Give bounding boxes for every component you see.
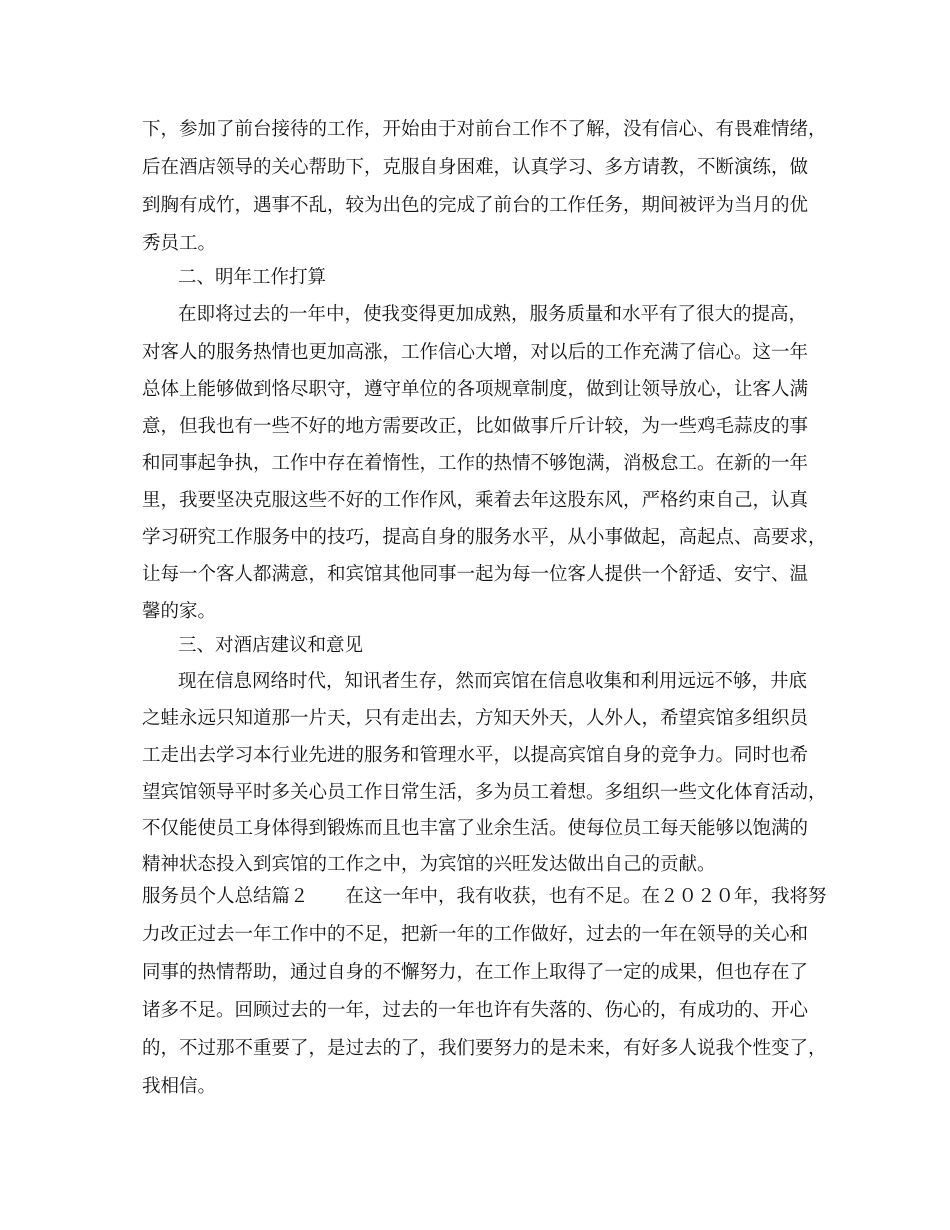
- section-heading: 三、对酒店建议和意见: [178, 635, 364, 656]
- text-line: 现在信息网络时代，知讯者生存，然而宾馆在信息收集和利用远远不够，井底: [178, 671, 808, 692]
- text-line: 之蛙永远只知道那一片天，只有走出去，方知天外天，人外人，希望宾馆多组织员: [142, 708, 809, 729]
- text-line: 总体上能够做到恪尽职守，遵守单位的各项规章制度，做到让领导放心，让客人满: [142, 379, 809, 400]
- text-line: 和同事起争执，工作中存在着惰性，工作的热情不够饱满，消极怠工。在新的一年: [142, 453, 809, 474]
- text-line: 不仅能使员工身体得到锻炼而且也丰富了业余生活。使每位员工每天能够以饱满的: [142, 818, 809, 839]
- text-line: 馨的家。: [142, 601, 217, 622]
- text-line: 诸多不足。回顾过去的一年，过去的一年也许有失落的、伤心的，有成功的、开心: [142, 1000, 809, 1021]
- text-line: 工走出去学习本行业先进的服务和管理水平，以提高宾馆自身的竞争力。同时也希: [142, 745, 809, 766]
- text-line: 力改正过去一年工作中的不足，把新一年的工作做好，过去的一年在领导的关心和: [142, 924, 809, 945]
- text-line: 的，不过那不重要了，是过去的了，我们要努力的是未来，有好多人说我个性变了，: [142, 1038, 827, 1059]
- text-line: 让每一个客人都满意，和宾馆其他同事一起为每一位客人提供一个舒适、安宁、温: [142, 564, 809, 585]
- text-line: 里，我要坚决克服这些不好的工作作风，乘着去年这股东风，严格约束自己，认真: [142, 490, 809, 511]
- text-line: 到胸有成竹，遇事不乱，较为出色的完成了前台的工作任务，期间被评为当月的优: [142, 195, 809, 216]
- text-line: 学习研究工作服务中的技巧，提高自身的服务水平，从小事做起，高起点、高要求，: [142, 527, 827, 548]
- section-heading: 二、明年工作打算: [178, 267, 327, 288]
- text-line: 精神状态投入到宾馆的工作之中，为宾馆的兴旺发达做出自己的贡献。: [142, 854, 716, 875]
- text-line: 在即将过去的一年中，使我变得更加成熟，服务质量和水平有了很大的提高，: [178, 304, 808, 325]
- text-line: 对客人的服务热情也更加高涨，工作信心大增，对以后的工作充满了信心。这一年: [142, 342, 809, 363]
- text-line: 后在酒店领导的关心帮助下，克服自身困难，认真学习、多方请教，不断演练，做: [142, 157, 809, 178]
- text-line: 望宾馆领导平时多关心员工作日常生活，多为员工着想。多组织一些文化体育活动，: [142, 782, 827, 803]
- text-line: 我相信。: [142, 1076, 217, 1097]
- text-line: 下，参加了前台接待的工作，开始由于对前台工作不了解，没有信心、有畏难情绪，: [142, 119, 827, 140]
- text-line: 同事的热情帮助，通过自身的不懈努力，在工作上取得了一定的成果，但也存在了: [142, 962, 809, 983]
- text-line: 秀员工。: [142, 233, 217, 254]
- section-title-line: 服务员个人总结篇２ 在这一年中，我有收获，也有不足。在２０２０年，我将努: [142, 886, 827, 907]
- text-line: 意，但我也有一些不好的地方需要改正，比如做事斤斤计较，为一些鸡毛蒜皮的事: [142, 416, 809, 437]
